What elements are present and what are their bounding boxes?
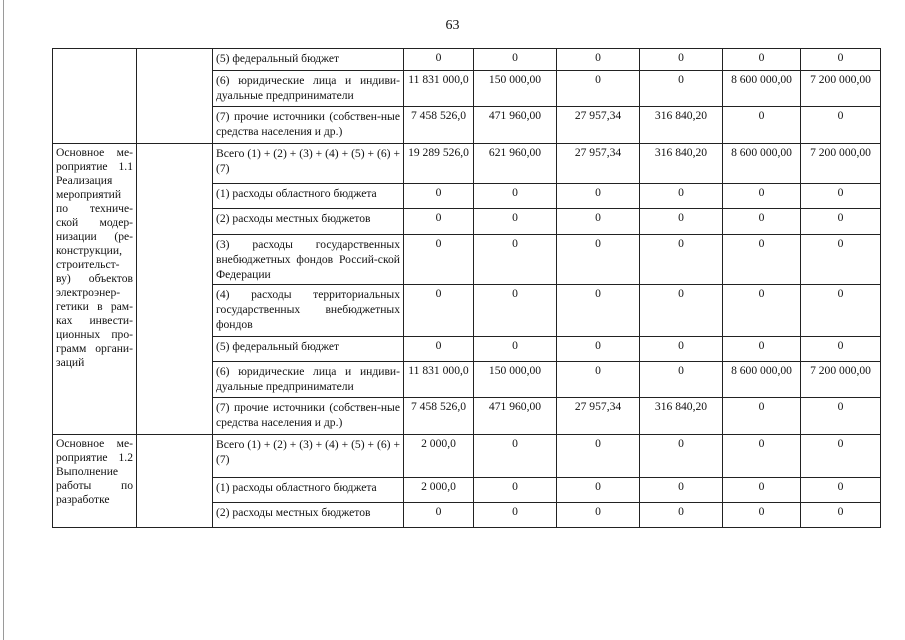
amount-cell: 7 200 000,00 xyxy=(801,71,881,107)
amount-cell: 0 xyxy=(723,209,801,235)
amount-cell: 0 xyxy=(723,398,801,435)
amount-cell: 0 xyxy=(640,337,723,362)
amount-cell: 0 xyxy=(557,49,640,71)
amount-cell: 316 840,20 xyxy=(640,107,723,144)
amount-cell: 0 xyxy=(557,71,640,107)
amount-cell: 0 xyxy=(404,49,474,71)
funding-source-cell: (7) прочие источники (собствен-ные средства населения и др.) xyxy=(213,398,404,435)
measure-label-cell: Основное ме-роприятие 1.1 Реализация мероприятий по техниче-ской модер-низации (ре-конструкции, строительст-ву) объектов электроэнер-гетики в рам-ках инвести-ционных про-грамм органи-заций xyxy=(53,144,137,435)
amount-cell: 621 960,00 xyxy=(474,144,557,184)
executor-cell xyxy=(137,144,213,435)
amount-cell: 0 xyxy=(557,478,640,503)
amount-cell: 7 458 526,0 xyxy=(404,398,474,435)
amount-cell: 0 xyxy=(801,285,881,337)
amount-cell: 0 xyxy=(723,285,801,337)
funding-source-cell: (2) расходы местных бюджетов xyxy=(213,503,404,528)
amount-cell: 7 200 000,00 xyxy=(801,362,881,398)
amount-cell: 0 xyxy=(557,235,640,285)
amount-cell: 0 xyxy=(474,503,557,528)
amount-cell: 0 xyxy=(640,285,723,337)
funding-source-cell: (5) федеральный бюджет xyxy=(213,337,404,362)
executor-cell xyxy=(137,49,213,144)
amount-cell: 471 960,00 xyxy=(474,107,557,144)
amount-cell: 8 600 000,00 xyxy=(723,362,801,398)
amount-cell: 0 xyxy=(801,107,881,144)
amount-cell: 0 xyxy=(474,435,557,478)
measure-label-cell xyxy=(53,49,137,144)
amount-cell: 0 xyxy=(640,503,723,528)
table-row xyxy=(53,49,881,71)
amount-cell: 0 xyxy=(723,503,801,528)
amount-cell: 0 xyxy=(801,235,881,285)
amount-cell: 0 xyxy=(404,209,474,235)
amount-cell: 0 xyxy=(801,209,881,235)
amount-cell: 0 xyxy=(723,435,801,478)
amount-cell: 8 600 000,00 xyxy=(723,144,801,184)
amount-cell: 2 000,0 xyxy=(404,478,474,503)
funding-source-cell: (6) юридические лица и индиви-дуальные предприниматели xyxy=(213,362,404,398)
amount-cell: 0 xyxy=(557,209,640,235)
page-number: 63 xyxy=(445,18,460,33)
funding-source-cell: Всего (1) + (2) + (3) + (4) + (5) + (6) + (7) xyxy=(213,435,404,478)
amount-cell: 0 xyxy=(404,184,474,209)
table-row xyxy=(53,435,881,478)
amount-cell: 0 xyxy=(557,362,640,398)
amount-cell: 0 xyxy=(723,235,801,285)
funding-source-cell: (2) расходы местных бюджетов xyxy=(213,209,404,235)
amount-cell: 0 xyxy=(474,49,557,71)
amount-cell: 0 xyxy=(640,209,723,235)
amount-cell: 0 xyxy=(557,184,640,209)
amount-cell: 0 xyxy=(474,184,557,209)
funding-source-cell: Всего (1) + (2) + (3) + (4) + (5) + (6) + (7) xyxy=(213,144,404,184)
amount-cell: 0 xyxy=(723,337,801,362)
funding-source-cell: (1) расходы областного бюджета xyxy=(213,184,404,209)
amount-cell: 0 xyxy=(640,362,723,398)
amount-cell: 2 000,0 xyxy=(404,435,474,478)
amount-cell: 0 xyxy=(474,235,557,285)
amount-cell: 0 xyxy=(640,478,723,503)
amount-cell: 0 xyxy=(801,337,881,362)
amount-cell: 0 xyxy=(801,398,881,435)
amount-cell: 11 831 000,0 xyxy=(404,362,474,398)
amount-cell: 0 xyxy=(640,235,723,285)
measure-label-cell: Основное ме-роприятие 1.2 Выполнение работы по разработке xyxy=(53,435,137,528)
funding-source-cell: (3) расходы государственных внебюджетных фондов Россий-ской Федерации xyxy=(213,235,404,285)
scan-edge-line xyxy=(3,0,4,640)
amount-cell: 0 xyxy=(404,337,474,362)
amount-cell: 0 xyxy=(474,285,557,337)
amount-cell: 7 458 526,0 xyxy=(404,107,474,144)
amount-cell: 0 xyxy=(474,209,557,235)
budget-table xyxy=(52,48,881,528)
amount-cell: 0 xyxy=(723,184,801,209)
amount-cell: 0 xyxy=(404,235,474,285)
amount-cell: 7 200 000,00 xyxy=(801,144,881,184)
amount-cell: 0 xyxy=(723,478,801,503)
amount-cell: 0 xyxy=(557,435,640,478)
amount-cell: 0 xyxy=(801,184,881,209)
amount-cell: 316 840,20 xyxy=(640,144,723,184)
amount-cell: 0 xyxy=(640,184,723,209)
amount-cell: 0 xyxy=(404,285,474,337)
amount-cell: 0 xyxy=(474,478,557,503)
amount-cell: 150 000,00 xyxy=(474,71,557,107)
executor-cell xyxy=(137,435,213,528)
amount-cell: 0 xyxy=(801,49,881,71)
amount-cell: 8 600 000,00 xyxy=(723,71,801,107)
amount-cell: 27 957,34 xyxy=(557,144,640,184)
amount-cell: 27 957,34 xyxy=(557,107,640,144)
amount-cell: 0 xyxy=(801,435,881,478)
funding-source-cell: (5) федеральный бюджет xyxy=(213,49,404,71)
amount-cell: 0 xyxy=(801,503,881,528)
funding-source-cell: (4) расходы территориальных государственных внебюджетных фондов xyxy=(213,285,404,337)
amount-cell: 0 xyxy=(723,49,801,71)
amount-cell: 0 xyxy=(801,478,881,503)
funding-source-cell: (7) прочие источники (собствен-ные средства населения и др.) xyxy=(213,107,404,144)
amount-cell: 0 xyxy=(640,71,723,107)
amount-cell: 27 957,34 xyxy=(557,398,640,435)
amount-cell: 471 960,00 xyxy=(474,398,557,435)
amount-cell: 0 xyxy=(640,49,723,71)
table-row xyxy=(53,144,881,184)
amount-cell: 0 xyxy=(557,503,640,528)
amount-cell: 0 xyxy=(723,107,801,144)
amount-cell: 0 xyxy=(557,285,640,337)
amount-cell: 150 000,00 xyxy=(474,362,557,398)
funding-source-cell: (6) юридические лица и индиви-дуальные предприниматели xyxy=(213,71,404,107)
amount-cell: 11 831 000,0 xyxy=(404,71,474,107)
amount-cell: 19 289 526,0 xyxy=(404,144,474,184)
funding-source-cell: (1) расходы областного бюджета xyxy=(213,478,404,503)
amount-cell: 0 xyxy=(474,337,557,362)
amount-cell: 0 xyxy=(404,503,474,528)
amount-cell: 0 xyxy=(557,337,640,362)
amount-cell: 316 840,20 xyxy=(640,398,723,435)
amount-cell: 0 xyxy=(640,435,723,478)
